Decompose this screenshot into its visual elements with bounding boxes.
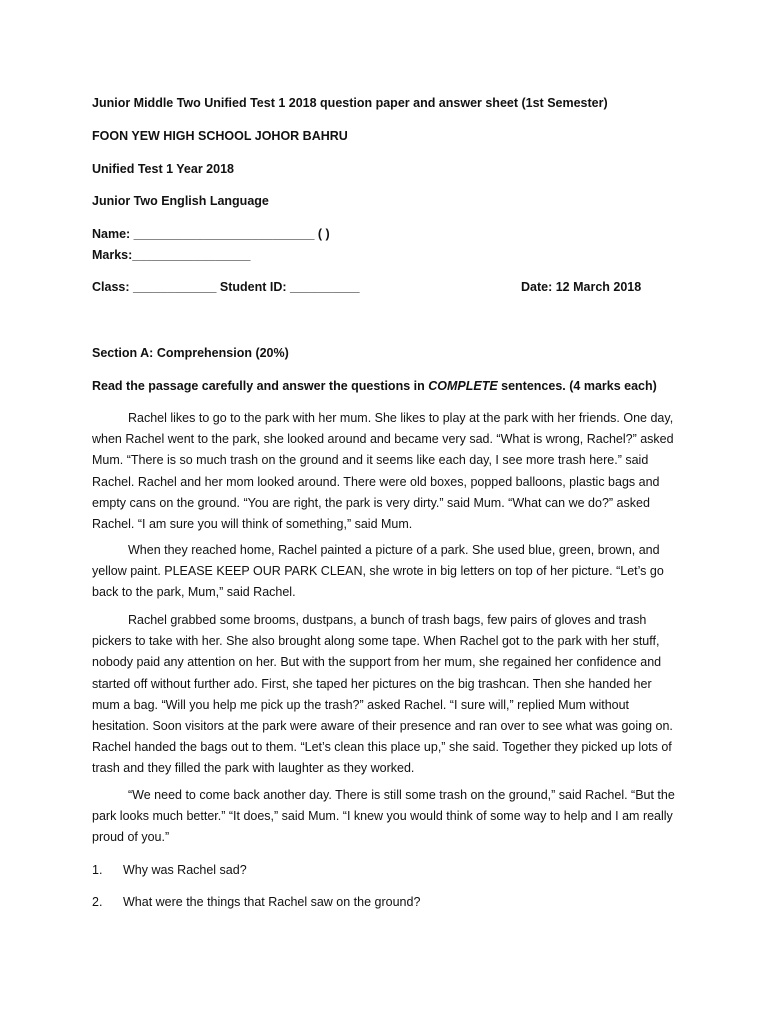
passage-paragraph-4: “We need to come back another day. There is still some trash on the ground,” said Rachel. “But the park looks much better.” “It does,” said Mum. “I knew you would think of some way to help and I am really proud of you.”: [92, 788, 675, 845]
passage-paragraph-3: Rachel grabbed some brooms, dustpans, a bunch of trash bags, few pairs of gloves and trash pickers to take with her. She also brought along some tape. When Rachel got to the park with her stuff, nobody paid any attention on her. But with the support from her mum, she regained her confidence and started off without further ado. First, she taped her pictures on the big trashcan. Then she handed her mum a bag. “Will you help me pick up the trash?” asked Rachel. “I sure will,” replied Mum without hesitation. Soon visitors at the park were aware of their presence and ran over to see what was going on. Rachel handed the bags out to them. “Let’s clean this place up,” she said. Together they picked up lots of trash and they filled the park with laughter as they worked.: [92, 613, 673, 776]
question-number: 1.: [92, 863, 103, 877]
class-student-id-field: Class: ____________ Student ID: __________: [92, 280, 360, 294]
question-item: [92, 894, 420, 910]
question-text: Why was Rachel sad?: [123, 863, 247, 877]
name-field: Name: __________________________ ( ): [92, 227, 330, 241]
question-item: [92, 862, 247, 878]
class-id-date-row: [92, 279, 652, 295]
instructions: [92, 378, 657, 394]
passage-paragraph-2: When they reached home, Rachel painted a picture of a park. She used blue, green, brown, and yellow paint. PLEASE KEEP OUR PARK CLEAN, she wrote in big letters on top of her picture. “Let’s go back to the park, Mum,” said Rachel.: [92, 543, 664, 600]
instruction-text-before: Read the passage carefully and answer the questions in: [92, 379, 429, 393]
marks-field: Marks:_________________: [92, 248, 251, 262]
date-field: Date: 12 March 2018: [521, 280, 642, 294]
instruction-emphasis: COMPLETE: [428, 379, 498, 393]
test-name: Unified Test 1 Year 2018: [92, 162, 234, 176]
school-name: FOON YEW HIGH SCHOOL JOHOR BAHRU: [92, 129, 348, 143]
subject-name: Junior Two English Language: [92, 194, 269, 208]
passage-paragraph-1: Rachel likes to go to the park with her mum. She likes to play at the park with her friends. One day, when Rachel went to the park, she looked around and became very sad. “What is wrong, Rachel?” asked Mum. “There is so much trash on the ground and it seems like each day, I see more trash here.” said Rachel. Rachel and her mom looked around. There were old boxes, popped balloons, plastic bags and empty cans on the ground. “You are right, the park is very dirty.” said Mum. “What can we do?” asked Rachel. “I am sure you will think of something,” said Mum.: [92, 411, 674, 532]
question-number: 2.: [92, 895, 103, 909]
instruction-text-after: sentences. (4 marks each): [497, 379, 657, 393]
section-heading: Section A: Comprehension (20%): [92, 346, 289, 360]
question-text: What were the things that Rachel saw on the ground?: [123, 895, 421, 909]
paper-title: Junior Middle Two Unified Test 1 2018 question paper and answer sheet (1st Semester): [92, 96, 608, 110]
